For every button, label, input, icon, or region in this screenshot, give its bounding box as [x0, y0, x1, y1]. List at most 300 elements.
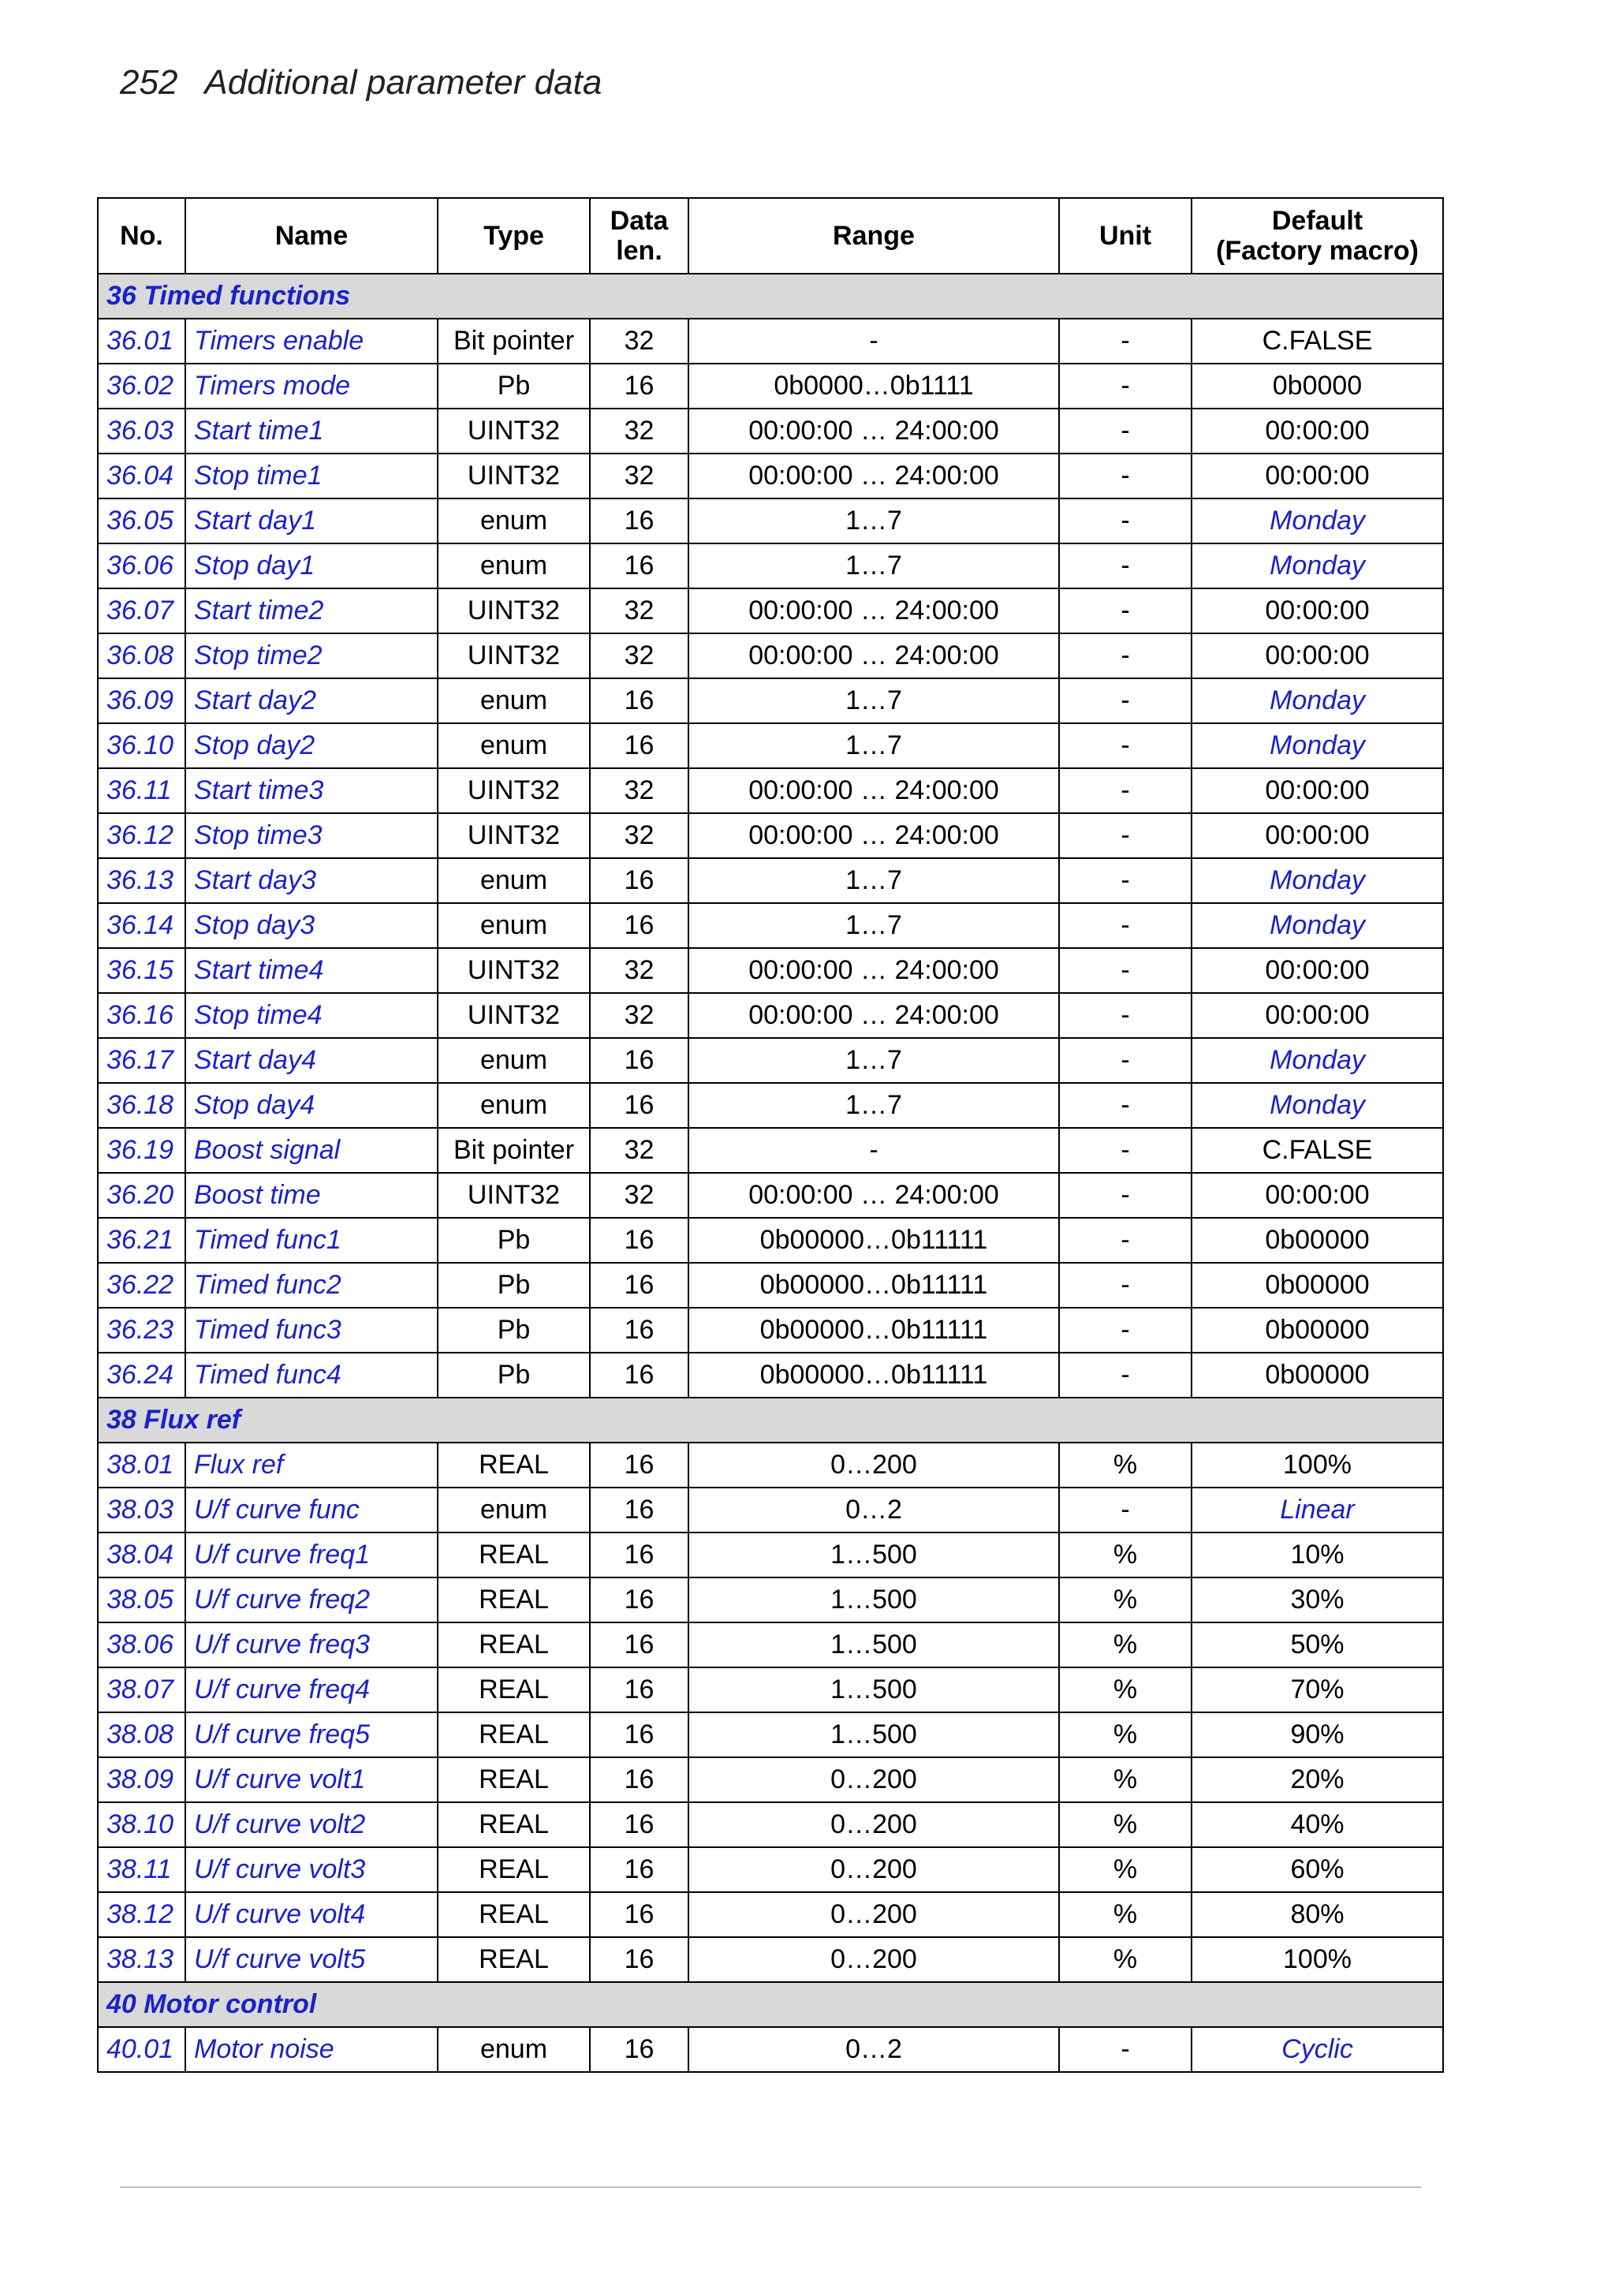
parameter-number-cell[interactable]: 38.07 — [98, 1667, 185, 1712]
type-cell: REAL — [438, 1937, 590, 1982]
unit-cell: - — [1059, 1128, 1192, 1173]
parameter-name-cell[interactable]: Boost signal — [185, 1128, 438, 1173]
type-cell: REAL — [438, 1712, 590, 1757]
parameter-name-cell[interactable]: Start day1 — [185, 498, 438, 543]
table-row — [98, 2027, 1443, 2072]
parameter-name-cell[interactable]: Timed func2 — [185, 1263, 438, 1308]
parameter-number-cell[interactable]: 38.03 — [98, 1488, 185, 1533]
table-row — [98, 1937, 1443, 1982]
column-header-default — [1192, 198, 1443, 274]
section-header-row — [98, 1398, 1443, 1443]
parameter-name-cell[interactable]: Stop day2 — [185, 723, 438, 768]
data-len-cell: 16 — [590, 1892, 688, 1937]
unit-cell: % — [1059, 1712, 1192, 1757]
range-cell: 1…500 — [688, 1533, 1059, 1577]
table-row — [98, 1218, 1443, 1263]
unit-cell: % — [1059, 1847, 1192, 1892]
column-header-default-line1: Default — [1271, 206, 1363, 236]
range-cell: 00:00:00 … 24:00:00 — [688, 409, 1059, 454]
unit-cell: - — [1059, 1038, 1192, 1083]
data-len-cell: 16 — [590, 1488, 688, 1533]
parameter-name-cell[interactable]: Motor noise — [185, 2027, 438, 2072]
parameter-name-cell[interactable]: Timers enable — [185, 319, 438, 364]
parameter-number-cell[interactable]: 38.13 — [98, 1937, 185, 1982]
parameter-name-cell[interactable]: Stop time3 — [185, 813, 438, 858]
data-len-cell: 32 — [590, 993, 688, 1038]
unit-cell: - — [1059, 858, 1192, 903]
unit-cell: - — [1059, 633, 1192, 678]
data-len-cell: 16 — [590, 2027, 688, 2072]
type-cell: enum — [438, 2027, 590, 2072]
unit-cell: % — [1059, 1802, 1192, 1847]
unit-cell: % — [1059, 1443, 1192, 1488]
default-cell: 80% — [1192, 1892, 1443, 1937]
parameter-name-cell[interactable]: U/f curve volt5 — [185, 1937, 438, 1982]
parameter-number-cell[interactable]: 38.10 — [98, 1802, 185, 1847]
data-len-cell: 16 — [590, 1263, 688, 1308]
parameter-number-cell[interactable]: 36.10 — [98, 723, 185, 768]
data-len-cell: 16 — [590, 858, 688, 903]
parameter-number-cell[interactable]: 36.15 — [98, 948, 185, 993]
table-row — [98, 1443, 1443, 1488]
default-cell: 40% — [1192, 1802, 1443, 1847]
range-cell: 0…200 — [688, 1937, 1059, 1982]
parameter-name-cell[interactable]: Start time3 — [185, 768, 438, 813]
unit-cell: - — [1059, 498, 1192, 543]
default-cell: 00:00:00 — [1192, 454, 1443, 498]
unit-cell: % — [1059, 1667, 1192, 1712]
table-row — [98, 543, 1443, 588]
data-len-cell: 16 — [590, 723, 688, 768]
data-len-cell: 16 — [590, 1712, 688, 1757]
column-header-data-len — [590, 198, 688, 274]
range-cell: 1…7 — [688, 903, 1059, 948]
parameter-name-cell[interactable]: Stop day1 — [185, 543, 438, 588]
parameter-number-cell[interactable]: 36.24 — [98, 1353, 185, 1398]
unit-cell: - — [1059, 1173, 1192, 1218]
unit-cell: - — [1059, 409, 1192, 454]
data-len-cell: 16 — [590, 1937, 688, 1982]
type-cell: UINT32 — [438, 409, 590, 454]
parameter-number-cell[interactable]: 36.08 — [98, 633, 185, 678]
parameter-number-cell[interactable]: 36.11 — [98, 768, 185, 813]
data-len-cell: 16 — [590, 498, 688, 543]
type-cell: UINT32 — [438, 948, 590, 993]
range-cell: 00:00:00 … 24:00:00 — [688, 588, 1059, 633]
table-row — [98, 1712, 1443, 1757]
column-header-type: Type — [438, 198, 590, 274]
range-cell: 0…200 — [688, 1892, 1059, 1937]
default-cell: 00:00:00 — [1192, 768, 1443, 813]
unit-cell: - — [1059, 1353, 1192, 1398]
default-cell[interactable]: Monday — [1192, 723, 1443, 768]
type-cell: enum — [438, 723, 590, 768]
data-len-cell: 32 — [590, 588, 688, 633]
unit-cell: - — [1059, 364, 1192, 409]
parameter-number-cell[interactable]: 36.02 — [98, 364, 185, 409]
table-row — [98, 319, 1443, 364]
parameter-number-cell[interactable]: 36.03 — [98, 409, 185, 454]
column-header-range: Range — [688, 198, 1059, 274]
table-row — [98, 498, 1443, 543]
type-cell: UINT32 — [438, 588, 590, 633]
unit-cell: - — [1059, 1083, 1192, 1128]
range-cell: 1…7 — [688, 543, 1059, 588]
range-cell: 1…7 — [688, 1083, 1059, 1128]
data-len-cell: 16 — [590, 1353, 688, 1398]
range-cell: 1…500 — [688, 1577, 1059, 1622]
type-cell: REAL — [438, 1892, 590, 1937]
section-header-row — [98, 1982, 1443, 2027]
default-cell: 00:00:00 — [1192, 633, 1443, 678]
type-cell: UINT32 — [438, 633, 590, 678]
footer-divider — [120, 2186, 1421, 2188]
data-len-cell: 16 — [590, 1308, 688, 1353]
parameter-name-cell[interactable]: Start day4 — [185, 1038, 438, 1083]
data-len-cell: 32 — [590, 768, 688, 813]
parameter-number-cell[interactable]: 38.06 — [98, 1622, 185, 1667]
default-cell[interactable]: Monday — [1192, 498, 1443, 543]
type-cell: Pb — [438, 1263, 590, 1308]
parameter-name-cell[interactable]: U/f curve freq1 — [185, 1533, 438, 1577]
parameter-name-cell[interactable]: U/f curve volt3 — [185, 1847, 438, 1892]
range-cell: 1…500 — [688, 1667, 1059, 1712]
type-cell: Pb — [438, 364, 590, 409]
range-cell: 00:00:00 … 24:00:00 — [688, 633, 1059, 678]
parameter-name-cell[interactable]: Start day3 — [185, 858, 438, 903]
range-cell: 0…200 — [688, 1757, 1059, 1802]
table-row — [98, 768, 1443, 813]
data-len-cell: 16 — [590, 543, 688, 588]
range-cell: 1…7 — [688, 498, 1059, 543]
data-len-cell: 16 — [590, 678, 688, 723]
unit-cell: - — [1059, 454, 1192, 498]
parameter-number-cell[interactable]: 36.06 — [98, 543, 185, 588]
default-cell: 70% — [1192, 1667, 1443, 1712]
unit-cell: - — [1059, 813, 1192, 858]
table-row — [98, 409, 1443, 454]
table-row — [98, 1128, 1443, 1173]
range-cell: 00:00:00 … 24:00:00 — [688, 454, 1059, 498]
data-len-cell: 32 — [590, 409, 688, 454]
range-cell: - — [688, 319, 1059, 364]
range-cell: 00:00:00 … 24:00:00 — [688, 768, 1059, 813]
range-cell: 0b00000…0b11111 — [688, 1308, 1059, 1353]
table-row — [98, 678, 1443, 723]
unit-cell: - — [1059, 678, 1192, 723]
parameter-name-cell[interactable]: Timed func3 — [185, 1308, 438, 1353]
parameter-name-cell[interactable]: Stop time2 — [185, 633, 438, 678]
type-cell: enum — [438, 498, 590, 543]
type-cell: UINT32 — [438, 768, 590, 813]
unit-cell: - — [1059, 1218, 1192, 1263]
parameter-number-cell[interactable]: 36.13 — [98, 858, 185, 903]
default-cell: 0b00000 — [1192, 1353, 1443, 1398]
parameter-number-cell[interactable]: 40.01 — [98, 2027, 185, 2072]
data-len-cell: 16 — [590, 1038, 688, 1083]
parameter-number-cell[interactable]: 36.04 — [98, 454, 185, 498]
table-row — [98, 903, 1443, 948]
unit-cell: - — [1059, 993, 1192, 1038]
default-cell[interactable]: Monday — [1192, 678, 1443, 723]
default-cell: 00:00:00 — [1192, 1173, 1443, 1218]
parameter-number-cell[interactable]: 38.05 — [98, 1577, 185, 1622]
default-cell: 00:00:00 — [1192, 813, 1443, 858]
parameter-number-cell[interactable]: 36.19 — [98, 1128, 185, 1173]
parameter-name-cell[interactable]: Boost time — [185, 1173, 438, 1218]
data-len-cell: 16 — [590, 1577, 688, 1622]
table-row — [98, 1847, 1443, 1892]
unit-cell: - — [1059, 723, 1192, 768]
column-header-default-line2: (Factory macro) — [1216, 236, 1419, 266]
default-cell[interactable]: Linear — [1192, 1488, 1443, 1533]
range-cell: 0b00000…0b11111 — [688, 1218, 1059, 1263]
data-len-cell: 16 — [590, 1802, 688, 1847]
unit-cell: - — [1059, 903, 1192, 948]
default-cell: 00:00:00 — [1192, 409, 1443, 454]
default-cell: 0b00000 — [1192, 1308, 1443, 1353]
parameter-name-cell[interactable]: Stop time4 — [185, 993, 438, 1038]
table-row — [98, 1038, 1443, 1083]
range-cell: 1…7 — [688, 1038, 1059, 1083]
default-cell: 100% — [1192, 1443, 1443, 1488]
type-cell: REAL — [438, 1667, 590, 1712]
type-cell: REAL — [438, 1577, 590, 1622]
table-row — [98, 1173, 1443, 1218]
parameter-number-cell[interactable]: 38.11 — [98, 1847, 185, 1892]
unit-cell: - — [1059, 2027, 1192, 2072]
data-len-cell: 32 — [590, 948, 688, 993]
parameter-number-cell[interactable]: 36.21 — [98, 1218, 185, 1263]
parameter-number-cell[interactable]: 38.12 — [98, 1892, 185, 1937]
parameter-name-cell[interactable]: U/f curve volt4 — [185, 1892, 438, 1937]
range-cell: 0…2 — [688, 1488, 1059, 1533]
parameter-name-cell[interactable]: Start day2 — [185, 678, 438, 723]
type-cell: enum — [438, 1038, 590, 1083]
type-cell: enum — [438, 1488, 590, 1533]
data-len-cell: 32 — [590, 633, 688, 678]
table-row — [98, 813, 1443, 858]
parameter-name-cell[interactable]: Stop time1 — [185, 454, 438, 498]
table-row — [98, 1577, 1443, 1622]
default-cell[interactable]: Monday — [1192, 858, 1443, 903]
data-len-cell: 16 — [590, 1622, 688, 1667]
table-row — [98, 1533, 1443, 1577]
section-title[interactable]: 38 Flux ref — [98, 1398, 1443, 1443]
page-number: 252 — [120, 63, 178, 102]
range-cell: 00:00:00 … 24:00:00 — [688, 993, 1059, 1038]
parameter-number-cell[interactable]: 36.14 — [98, 903, 185, 948]
column-header-unit: Unit — [1059, 198, 1192, 274]
parameter-number-cell[interactable]: 38.08 — [98, 1712, 185, 1757]
type-cell: enum — [438, 678, 590, 723]
section-title[interactable]: 40 Motor control — [98, 1982, 1443, 2027]
parameter-name-cell[interactable]: Timed func4 — [185, 1353, 438, 1398]
type-cell: Bit pointer — [438, 319, 590, 364]
default-cell[interactable]: Monday — [1192, 903, 1443, 948]
parameter-number-cell[interactable]: 38.01 — [98, 1443, 185, 1488]
table-row — [98, 1802, 1443, 1847]
table-row — [98, 633, 1443, 678]
page-title: Additional parameter data — [204, 63, 602, 102]
data-len-cell: 16 — [590, 1218, 688, 1263]
parameter-table — [97, 197, 1444, 2073]
table-row — [98, 1622, 1443, 1667]
parameter-name-cell[interactable]: Stop day4 — [185, 1083, 438, 1128]
parameter-name-cell[interactable]: Stop day3 — [185, 903, 438, 948]
default-cell: 0b00000 — [1192, 1218, 1443, 1263]
range-cell: 00:00:00 … 24:00:00 — [688, 1173, 1059, 1218]
unit-cell: % — [1059, 1533, 1192, 1577]
default-cell: 50% — [1192, 1622, 1443, 1667]
data-len-cell: 16 — [590, 364, 688, 409]
parameter-number-cell[interactable]: 36.12 — [98, 813, 185, 858]
type-cell: UINT32 — [438, 1173, 590, 1218]
parameter-number-cell[interactable]: 36.22 — [98, 1263, 185, 1308]
type-cell: REAL — [438, 1757, 590, 1802]
table-row — [98, 723, 1443, 768]
type-cell: REAL — [438, 1802, 590, 1847]
unit-cell: - — [1059, 588, 1192, 633]
table-row — [98, 364, 1443, 409]
parameter-name-cell[interactable]: Start time1 — [185, 409, 438, 454]
default-cell: 100% — [1192, 1937, 1443, 1982]
parameter-number-cell[interactable]: 36.20 — [98, 1173, 185, 1218]
default-cell: 90% — [1192, 1712, 1443, 1757]
range-cell: 0…200 — [688, 1443, 1059, 1488]
column-header-data-len-line1: Data — [610, 206, 669, 236]
default-cell: 60% — [1192, 1847, 1443, 1892]
default-cell: 00:00:00 — [1192, 948, 1443, 993]
default-cell: 20% — [1192, 1757, 1443, 1802]
parameter-number-cell[interactable]: 36.05 — [98, 498, 185, 543]
default-cell: 30% — [1192, 1577, 1443, 1622]
default-cell[interactable]: Monday — [1192, 1083, 1443, 1128]
parameter-name-cell[interactable]: U/f curve volt1 — [185, 1757, 438, 1802]
range-cell: 1…7 — [688, 678, 1059, 723]
type-cell: Pb — [438, 1353, 590, 1398]
table-row — [98, 1488, 1443, 1533]
parameter-number-cell[interactable]: 36.16 — [98, 993, 185, 1038]
default-cell: 10% — [1192, 1533, 1443, 1577]
type-cell: UINT32 — [438, 813, 590, 858]
data-len-cell: 16 — [590, 1667, 688, 1712]
data-len-cell: 16 — [590, 1443, 688, 1488]
data-len-cell: 32 — [590, 319, 688, 364]
parameter-number-cell[interactable]: 38.04 — [98, 1533, 185, 1577]
unit-cell: % — [1059, 1577, 1192, 1622]
data-len-cell: 32 — [590, 1128, 688, 1173]
range-cell: 1…7 — [688, 858, 1059, 903]
unit-cell: % — [1059, 1622, 1192, 1667]
default-cell: 00:00:00 — [1192, 993, 1443, 1038]
parameter-number-cell[interactable]: 36.18 — [98, 1083, 185, 1128]
parameter-name-cell[interactable]: Timers mode — [185, 364, 438, 409]
type-cell: enum — [438, 1083, 590, 1128]
parameter-number-cell[interactable]: 36.23 — [98, 1308, 185, 1353]
default-cell[interactable]: Monday — [1192, 1038, 1443, 1083]
parameter-name-cell[interactable]: U/f curve freq2 — [185, 1577, 438, 1622]
unit-cell: - — [1059, 948, 1192, 993]
range-cell: 0…200 — [688, 1847, 1059, 1892]
default-cell[interactable]: Cyclic — [1192, 2027, 1443, 2072]
parameter-number-cell[interactable]: 36.01 — [98, 319, 185, 364]
type-cell: enum — [438, 543, 590, 588]
parameter-name-cell[interactable]: U/f curve volt2 — [185, 1802, 438, 1847]
type-cell: UINT32 — [438, 454, 590, 498]
table-row — [98, 1667, 1443, 1712]
table-row — [98, 858, 1443, 903]
data-len-cell: 32 — [590, 813, 688, 858]
type-cell: REAL — [438, 1847, 590, 1892]
type-cell: Pb — [438, 1308, 590, 1353]
data-len-cell: 16 — [590, 1757, 688, 1802]
type-cell: UINT32 — [438, 993, 590, 1038]
range-cell: 00:00:00 … 24:00:00 — [688, 948, 1059, 993]
column-header-name: Name — [185, 198, 438, 274]
range-cell: 00:00:00 … 24:00:00 — [688, 813, 1059, 858]
parameter-name-cell[interactable]: U/f curve func — [185, 1488, 438, 1533]
range-cell: 0b00000…0b11111 — [688, 1353, 1059, 1398]
table-row — [98, 1308, 1443, 1353]
data-len-cell: 16 — [590, 1533, 688, 1577]
table-row — [98, 948, 1443, 993]
default-cell[interactable]: Monday — [1192, 543, 1443, 588]
unit-cell: % — [1059, 1757, 1192, 1802]
parameter-name-cell[interactable]: U/f curve freq4 — [185, 1667, 438, 1712]
range-cell: 0b00000…0b11111 — [688, 1263, 1059, 1308]
type-cell: Bit pointer — [438, 1128, 590, 1173]
unit-cell: % — [1059, 1892, 1192, 1937]
default-cell: C.FALSE — [1192, 319, 1443, 364]
table-row — [98, 1083, 1443, 1128]
unit-cell: - — [1059, 1488, 1192, 1533]
range-cell: 0b0000…0b1111 — [688, 364, 1059, 409]
range-cell: 0…2 — [688, 2027, 1059, 2072]
parameter-name-cell[interactable]: U/f curve freq3 — [185, 1622, 438, 1667]
unit-cell: - — [1059, 1263, 1192, 1308]
range-cell: 0…200 — [688, 1802, 1059, 1847]
parameter-name-cell[interactable]: Start time2 — [185, 588, 438, 633]
section-title[interactable]: 36 Timed functions — [98, 274, 1443, 319]
parameter-number-cell[interactable]: 38.09 — [98, 1757, 185, 1802]
parameter-name-cell[interactable]: Start time4 — [185, 948, 438, 993]
default-cell: 00:00:00 — [1192, 588, 1443, 633]
range-cell: 1…500 — [688, 1712, 1059, 1757]
parameter-name-cell[interactable]: U/f curve freq5 — [185, 1712, 438, 1757]
table-row — [98, 993, 1443, 1038]
table-row — [98, 1263, 1443, 1308]
type-cell: Pb — [438, 1218, 590, 1263]
range-cell: - — [688, 1128, 1059, 1173]
parameter-name-cell[interactable]: Flux ref — [185, 1443, 438, 1488]
type-cell: REAL — [438, 1533, 590, 1577]
parameter-number-cell[interactable]: 36.07 — [98, 588, 185, 633]
parameter-name-cell[interactable]: Timed func1 — [185, 1218, 438, 1263]
parameter-number-cell[interactable]: 36.17 — [98, 1038, 185, 1083]
unit-cell: - — [1059, 319, 1192, 364]
parameter-number-cell[interactable]: 36.09 — [98, 678, 185, 723]
unit-cell: - — [1059, 768, 1192, 813]
default-cell: 0b0000 — [1192, 364, 1443, 409]
type-cell: REAL — [438, 1622, 590, 1667]
range-cell: 1…500 — [688, 1622, 1059, 1667]
table-row — [98, 1892, 1443, 1937]
table-header-row — [98, 198, 1443, 274]
column-header-no: No. — [98, 198, 185, 274]
table-row — [98, 1757, 1443, 1802]
unit-cell: % — [1059, 1937, 1192, 1982]
